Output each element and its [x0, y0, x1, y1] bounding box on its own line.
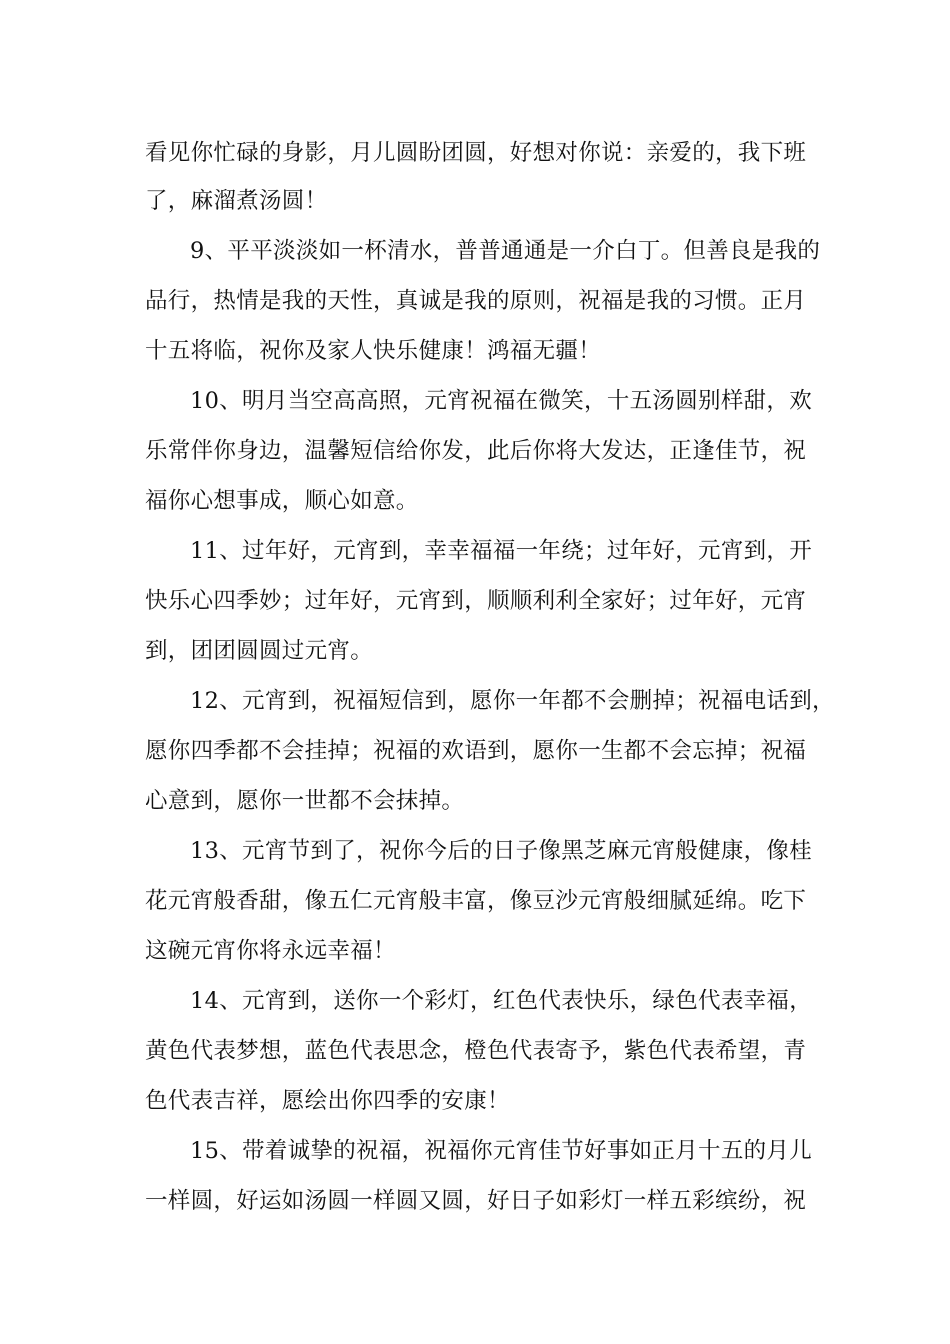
paragraph-line: 福你心想事成，顺心如意。 [145, 488, 419, 514]
paragraph-line: 品行，热情是我的天性，真诚是我的原则，祝福是我的习惯。正月 [145, 288, 807, 314]
paragraph-line: 花元宵般香甜，像五仁元宵般丰富，像豆沙元宵般细腻延绵。吃下 [145, 888, 807, 914]
paragraph-line: 到，团团圆圆过元宵。 [145, 638, 374, 664]
paragraph-line: 快乐心四季妙；过年好，元宵到，顺顺利利全家好；过年好，元宵 [145, 588, 807, 614]
paragraph-line: 12、元宵到，祝福短信到，愿你一年都不会删掉；祝福电话到， [190, 688, 835, 714]
paragraph-line: 13、元宵节到了，祝你今后的日子像黑芝麻元宵般健康，像桂 [190, 838, 813, 864]
paragraph-line: 一样圆，好运如汤圆一样圆又圆，好日子如彩灯一样五彩缤纷，祝 [145, 1188, 807, 1214]
paragraph-line: 了，麻溜煮汤圆！ [145, 188, 328, 214]
paragraph-line: 看见你忙碌的身影，月儿圆盼团圆，好想对你说：亲爱的，我下班 [145, 140, 807, 166]
paragraph-line: 心意到，愿你一世都不会抹掉。 [145, 788, 465, 814]
paragraph-line: 11、过年好，元宵到，幸幸福福一年绕；过年好，元宵到，开 [190, 538, 813, 564]
paragraph-line: 乐常伴你身边，温馨短信给你发，此后你将大发达，正逢佳节，祝 [145, 438, 807, 464]
paragraph-line: 这碗元宵你将永远幸福！ [145, 938, 396, 964]
paragraph-line: 10、明月当空高高照，元宵祝福在微笑，十五汤圆别样甜，欢 [190, 388, 813, 414]
paragraph-line: 黄色代表梦想，蓝色代表思念，橙色代表寄予，紫色代表希望，青 [145, 1038, 807, 1064]
paragraph-line: 愿你四季都不会挂掉；祝福的欢语到，愿你一生都不会忘掉；祝福 [145, 738, 807, 764]
paragraph-line: 十五将临，祝你及家人快乐健康！鸿福无疆！ [145, 338, 602, 364]
paragraph-line: 色代表吉祥，愿绘出你四季的安康！ [145, 1088, 510, 1114]
paragraph-line: 14、元宵到，送你一个彩灯，红色代表快乐，绿色代表幸福， [190, 988, 813, 1014]
paragraph-line: 9、平平淡淡如一杯清水，普普通通是一介白丁。但善良是我的 [190, 238, 821, 264]
paragraph-line: 15、带着诚挚的祝福，祝福你元宵佳节好事如正月十五的月儿 [190, 1138, 813, 1164]
